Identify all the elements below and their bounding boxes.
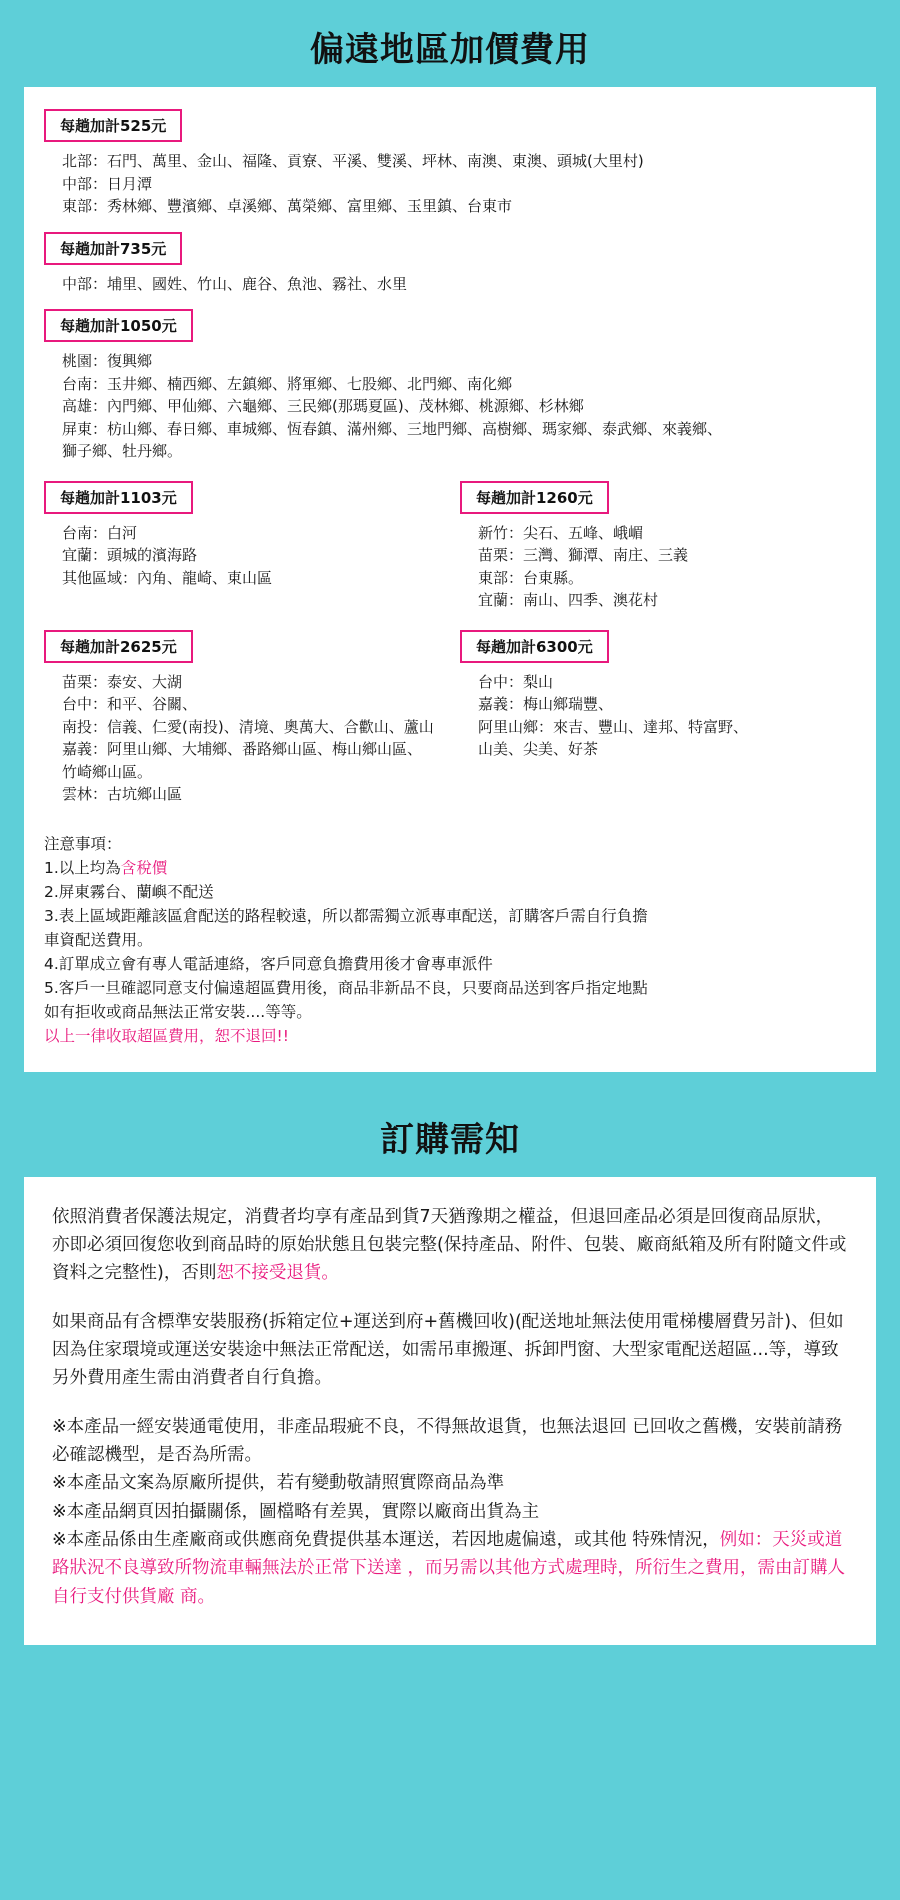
order-p1-red: 恕不接受退貨。	[216, 1263, 339, 1284]
fee-lines-1050	[44, 350, 856, 463]
order-p5-text: ※本產品網頁因拍攝關係，圖檔略有差異，實際以廠商出貨為主	[52, 1501, 540, 1522]
fee-lines-6300	[460, 671, 856, 761]
note-line-2: 2.屏東霧台、蘭嶼不配送	[44, 882, 214, 901]
fee-tag-735: 每趟加計735元	[44, 232, 182, 265]
order-p2-text: 如果商品有含標準安裝服務(拆箱定位+運送到府+舊機回收)(配送地址無法使用電梯樓層費另計)、但如因為住家環境或運送安裝途中無法正常配送，如需吊車搬運、拆卸門窗、大型家電配送超區...等，導致另外費用產生需由消費者自行負擔。	[52, 1311, 844, 1389]
fee-group-525	[44, 105, 856, 218]
fee-group-735	[44, 228, 856, 296]
fee-line: 新竹：尖石、五峰、峨嵋	[478, 523, 644, 542]
note-line-5b: 如有拒收或商品無法正常安裝....等等。	[44, 1002, 312, 1021]
remote-fee-notes	[44, 832, 856, 1048]
order-notice-card	[24, 1177, 876, 1645]
fee-tag-1260: 每趟加計1260元	[460, 481, 609, 514]
fee-line: 台中：和平、谷關、	[62, 695, 198, 713]
note-line-1	[44, 856, 856, 880]
note-line-5: 5.客戶一旦確認同意支付偏遠超區費用後，商品非新品不良，只要商品送到客戶指定地點	[44, 978, 648, 997]
fee-pair-row-1	[44, 477, 856, 612]
fee-lines-525	[44, 150, 856, 218]
fee-line: 苗栗：泰安、大湖	[62, 672, 183, 691]
fee-group-1050	[44, 305, 856, 463]
note-text-red: 含稅價	[120, 858, 168, 877]
fee-tag-6300: 每趟加計6300元	[460, 630, 609, 663]
order-p6-text: ※本產品係由生產廠商或供應商免費提供基本運送，若因地處偏遠，或其他 特殊情況，	[52, 1530, 720, 1551]
fee-lines-1103	[44, 522, 440, 590]
fee-line: 屏東：枋山鄉、春日鄉、車城鄉、恆春鎮、滿州鄉、三地門鄉、高樹鄉、瑪家鄉、泰武鄉、來義鄉、	[62, 419, 723, 438]
fee-line: 宜蘭：南山、四季、澳花村	[478, 591, 659, 609]
note-line-4: 4.訂單成立會有專人電話連絡，客戶同意負擔費用後才會專車派件	[44, 954, 493, 973]
fee-line: 宜蘭：頭城的濱海路	[62, 546, 198, 564]
fee-line: 竹崎鄉山區。	[62, 762, 153, 781]
fee-line: 台南：白河	[62, 523, 138, 542]
fee-line: 北部：石門、萬里、金山、福隆、貢寮、平溪、雙溪、坪林、南澳、東澳、頭城(大里村)	[62, 152, 644, 170]
fee-line: 其他區域：內角、龍崎、東山區	[62, 568, 273, 587]
fee-line: 東部：秀林鄉、豐濱鄉、卓溪鄉、萬榮鄉、富里鄉、玉里鎮、台東市	[62, 197, 513, 215]
order-paragraph-2	[52, 1308, 848, 1393]
fee-line: 中部：日月潭	[62, 174, 153, 193]
note-text: 1.以上均為	[44, 858, 121, 877]
fee-line: 苗栗：三灣、獅潭、南庄、三義	[478, 546, 689, 564]
fee-line: 嘉義：梅山鄉瑞豐、	[478, 695, 614, 713]
fee-group-1103	[44, 477, 440, 612]
order-paragraph-3	[52, 1413, 848, 1470]
order-p4-text: ※本產品文案為原廠所提供，若有變動敬請照實際商品為準	[52, 1473, 505, 1494]
fee-group-6300	[460, 626, 856, 806]
fee-line: 高雄：內門鄉、甲仙鄉、六龜鄉、三民鄉(那瑪夏區)、茂林鄉、桃源鄉、杉林鄉	[62, 397, 584, 415]
order-paragraph-1	[52, 1203, 848, 1288]
fee-pair-row-2	[44, 626, 856, 806]
fee-line: 台南：玉井鄉、楠西鄉、左鎮鄉、將軍鄉、七股鄉、北門鄉、南化鄉	[62, 374, 513, 393]
note-line-3: 3.表上區域距離該區倉配送的路程較遠，所以都需獨立派專車配送，訂購客戶需自行負擔	[44, 906, 648, 925]
fee-line: 台中：梨山	[478, 672, 554, 691]
fee-line: 東部：台東縣。	[478, 568, 584, 587]
fee-tag-1050: 每趟加計1050元	[44, 309, 193, 342]
note-line-3b: 車資配送費用。	[44, 930, 153, 949]
order-paragraph-6	[52, 1526, 848, 1611]
remote-fee-card	[24, 87, 876, 1072]
fee-group-2625	[44, 626, 440, 806]
fee-line: 阿里山鄉：來吉、豐山、達邦、特富野、	[478, 717, 749, 736]
notes-title: 注意事項：	[44, 834, 122, 853]
fee-line: 嘉義：阿里山鄉、大埔鄉、番路鄉山區、梅山鄉山區、	[62, 740, 423, 758]
fee-line: 獅子鄉、牡丹鄉。	[62, 442, 183, 460]
remote-fee-title: 偏遠地區加價費用	[310, 30, 590, 70]
order-notice-title: 訂購需知	[380, 1119, 520, 1160]
note-final: 以上一律收取超區費用，恕不退回!!	[44, 1026, 289, 1045]
order-p1-text: 依照消費者保護法規定，消費者均享有產品到貨7天猶豫期之權益，但退回產品必須是回復商品原狀，亦即必須回復您收到商品時的原始狀態且包裝完整(保持產品、附件、包裝、廠商紙箱及所有附隨文件或資料之完整性)，否則	[52, 1206, 847, 1284]
fee-tag-2625: 每趟加計2625元	[44, 630, 193, 663]
fee-line: 雲林：古坑鄉山區	[62, 785, 183, 803]
fee-line: 南投：信義、仁愛(南投)、清境、奧萬大、合歡山、蘆山	[62, 717, 434, 736]
order-p6-red: 例如：天災或道路狀況不良導致所物流車輛無法於正常下送達 ，而另需以其他方式處理時，所衍生之費用，需由訂購人自行支付供貨廠 商。	[52, 1530, 846, 1607]
order-p3-text: ※本產品一經安裝通電使用，非產品瑕疵不良，不得無故退貨，也無法退回 已回收之舊機，安裝前請務必確認機型，是否為所需。	[52, 1416, 843, 1466]
fee-lines-2625	[44, 671, 440, 806]
order-paragraph-4	[52, 1469, 848, 1497]
fee-tag-1103: 每趟加計1103元	[44, 481, 193, 514]
fee-line: 中部：埔里、國姓、竹山、鹿谷、魚池、霧社、水里	[62, 274, 408, 293]
fee-group-1260	[460, 477, 856, 612]
fee-tag-525: 每趟加計525元	[44, 109, 182, 142]
fee-line: 山美、尖美、好茶	[478, 740, 599, 758]
order-paragraph-5	[52, 1498, 848, 1526]
fee-lines-735	[44, 273, 856, 296]
fee-line: 桃園：復興鄉	[62, 352, 153, 370]
fee-lines-1260	[460, 522, 856, 612]
